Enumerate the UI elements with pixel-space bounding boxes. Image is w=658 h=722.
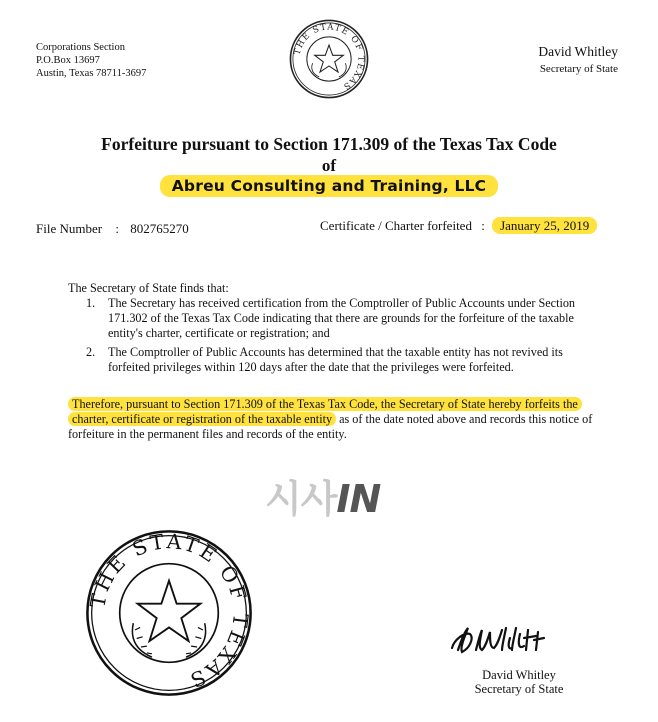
entity-name-row — [0, 175, 658, 197]
address-line-2: P.O.Box 13697 — [36, 55, 100, 66]
finding-number: 2. — [86, 345, 96, 359]
signature-icon — [440, 620, 560, 660]
corporations-address — [36, 41, 146, 80]
finding-text: The Comptroller of Public Accounts has determined that the taxable entity has not revived its forfeited privileges within 120 days after the date that the privileges were forfeited. — [108, 345, 563, 374]
finding-text: The Secretary has received certification from the Comptroller of Public Accounts under Section 171.302 of the Texas Tax Code indicating that there are grounds for the forfeiture of the taxable entity's charter, certificate or registration; and — [108, 296, 576, 340]
file-number-label: File Number — [36, 221, 103, 236]
signer-block — [455, 668, 583, 696]
title-of: of — [321, 156, 337, 175]
certificate-forfeited-row — [320, 218, 597, 234]
address-line-1: Corporations Section — [36, 42, 125, 53]
finding-number: 1. — [86, 296, 96, 310]
conclusion-highlight: Therefore, pursuant to Section 171.309 of the Texas Tax Code, the Secretary of State hereby forfeits the charter, certificate or registration of the taxable entity — [68, 397, 582, 426]
secretary-header — [538, 44, 618, 75]
entity-name: Abreu Consulting and Training, LLC — [160, 175, 499, 197]
secretary-title: Secretary of State — [539, 63, 618, 75]
findings-intro: The Secretary of State finds that: — [68, 281, 229, 295]
finding-item — [86, 345, 598, 375]
certificate-colon: : — [481, 218, 485, 233]
file-number-row — [36, 221, 189, 237]
document-title: Forfeiture pursuant to Section 171.309 of the Texas Tax Code — [101, 134, 557, 154]
finding-item — [86, 296, 598, 341]
forfeiture-date: January 25, 2019 — [492, 217, 597, 234]
conclusion-rest: as of the date noted above and records this notice of forfeiture in the permanent files and records of the entity. — [68, 412, 593, 441]
watermark-korean: 시사 — [265, 477, 337, 521]
svg-text:THE STATE OF TEXAS: THE STATE OF TEXAS — [292, 22, 366, 92]
conclusion-paragraph — [68, 397, 598, 442]
state-seal-small-icon — [288, 18, 370, 100]
address-line-3: Austin, Texas 78711-3697 — [36, 68, 147, 79]
state-seal-large-icon — [84, 528, 254, 698]
secretary-name: David Whitley — [538, 44, 618, 59]
file-number-colon: : — [115, 221, 119, 236]
certificate-label: Certificate / Charter forfeited — [320, 218, 472, 233]
watermark-logo — [265, 468, 380, 523]
signer-name: David Whitley — [482, 668, 556, 682]
file-number-value: 802765270 — [130, 221, 189, 236]
watermark-in: IN — [336, 477, 381, 521]
signer-title: Secretary of State — [474, 682, 564, 696]
svg-text:THE STATE OF TEXAS: THE STATE OF TEXAS — [85, 529, 253, 694]
